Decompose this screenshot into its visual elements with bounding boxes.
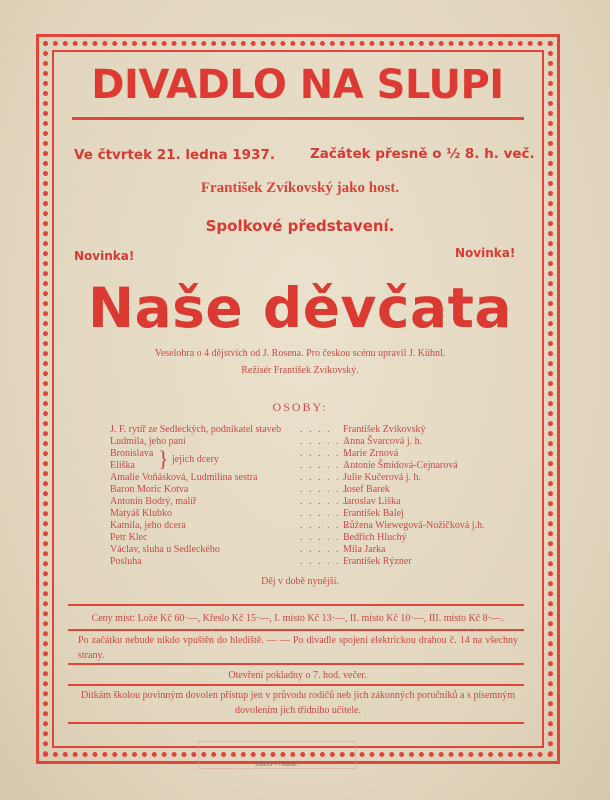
cast-actor: Antonie Šmídová-Cejnarová [343, 460, 458, 471]
cast-role: Eliška [110, 460, 135, 471]
cast-role: Matyáš Klubko [110, 508, 172, 519]
novelty-right: Novinka! [455, 246, 516, 260]
cast-actor: Jaroslav Liška [343, 496, 401, 507]
play-title: Naše děvčata [88, 276, 512, 340]
performance-type: Spolkové představení. [205, 217, 395, 235]
leader-dots: . . . . [300, 424, 332, 435]
late-entry-notice: Po začátku nebude nikdo vpuštěn do hlediště. — — Po divadle spojení elektrickou drahou č. 14 na všechny strany. [78, 635, 518, 661]
divider [68, 604, 524, 606]
leader-dots: . . . . . . [300, 556, 350, 567]
daughters-note: jejich dcery [172, 454, 219, 465]
cast-actor: Marie Zrnová [343, 448, 399, 459]
guest-line: František Zvíkovský jako host. [200, 180, 400, 196]
director-line: Režisér František Zvíkovský. [241, 365, 359, 376]
divider [68, 722, 524, 724]
leader-dots: . . . . . . [300, 460, 350, 471]
cast-actor: Míla Jarka [343, 544, 386, 555]
leader-dots: . . . . . . [300, 448, 350, 459]
leader-dots: . . . . . . [300, 508, 350, 519]
novelty-left: Novinka! [74, 249, 135, 263]
cast-actor: František Rýzner [343, 556, 412, 567]
cast-row [110, 544, 520, 556]
printer-credit: Bureš - Nusle. [255, 759, 299, 768]
leader-dots: . . . . . . [300, 496, 350, 507]
cast-row [110, 532, 520, 544]
cast-row [110, 424, 520, 436]
cast-role: Ludmila, jeho paní [110, 436, 186, 447]
cast-role: Václav, sluha u Sedleckého [110, 544, 220, 555]
title-underline [72, 117, 524, 120]
cast-row [110, 436, 520, 448]
cast-actor: František Balej [343, 508, 404, 519]
cast-list [110, 424, 520, 568]
cast-actor: Bedřich Hluchý [343, 532, 407, 543]
cast-role: Antonín Bodrý, malíř [110, 496, 197, 507]
leader-dots: . . . . . [300, 472, 341, 483]
cast-role: Petr Klec [110, 532, 148, 543]
cast-row [110, 508, 520, 520]
cast-actor: Josef Barek [343, 484, 390, 495]
cast-row [110, 484, 520, 496]
box-office-hours: Otevření pokladny o 7. hod. večer. [228, 670, 367, 681]
cast-actor: František Zvíkovský [343, 424, 426, 435]
cast-role: Amalie Voňásková, Ludmilina sestra [110, 472, 258, 483]
cast-actor: Anna Švarcová j. h. [343, 436, 423, 447]
cast-row [110, 520, 520, 532]
leader-dots: . . . . . . [300, 436, 350, 447]
cast-row [110, 472, 520, 484]
performance-date: Ve čtvrtek 21. ledna 1937. [74, 147, 275, 163]
cast-actor: Julie Kučerová j. h. [343, 472, 422, 483]
cast-role: Baron Moric Kotva [110, 484, 189, 495]
start-time: Začátek přesně o ½ 8. h. več. [310, 146, 535, 162]
divider [68, 663, 524, 665]
cast-row [110, 454, 520, 472]
time-setting: Děj v době nynější. [261, 576, 339, 587]
cast-role: Bronislava [110, 448, 154, 459]
leader-dots: . . . . . . [300, 520, 350, 531]
ticket-prices: Ceny míst: Lože Kč 60·—, Křeslo Kč 15·—, I. místo Kč 13·—, II. místo Kč 10·—, III. místo Kč 8·—. [91, 613, 504, 624]
leader-dots: . . . . . . [300, 532, 350, 543]
leader-dots: . . . . . . [300, 484, 350, 495]
cast-role: Kamila, jeho dcera [110, 520, 186, 531]
divider [68, 629, 524, 631]
cast-role: J. F. rytíř ze Sedleckých, podnikatel staveb [110, 424, 282, 435]
cast-row [110, 496, 520, 508]
theatre-name: DIVADLO NA SLUPI [91, 62, 504, 108]
leader-dots: . . . . . [300, 544, 341, 555]
brace-symbol: } [158, 446, 169, 471]
play-subtitle: Veselohra o 4 dějstvích od J. Rosena. Pro českou scénu upravil J. Kühnl. [154, 348, 446, 359]
cast-role: Posluha [110, 556, 142, 567]
cast-row [110, 556, 520, 568]
cast-actor: Růžena Wiewegová-Nožičková j.h. [343, 520, 485, 531]
persons-heading: OSOBY: [272, 400, 328, 414]
divider [68, 684, 524, 686]
children-notice: Dítkám školou povinným dovolen přístup jen v průvodu rodičů neb jich zákonných poručníků a s písemným dovolením jich třídního učitele. [80, 690, 516, 716]
